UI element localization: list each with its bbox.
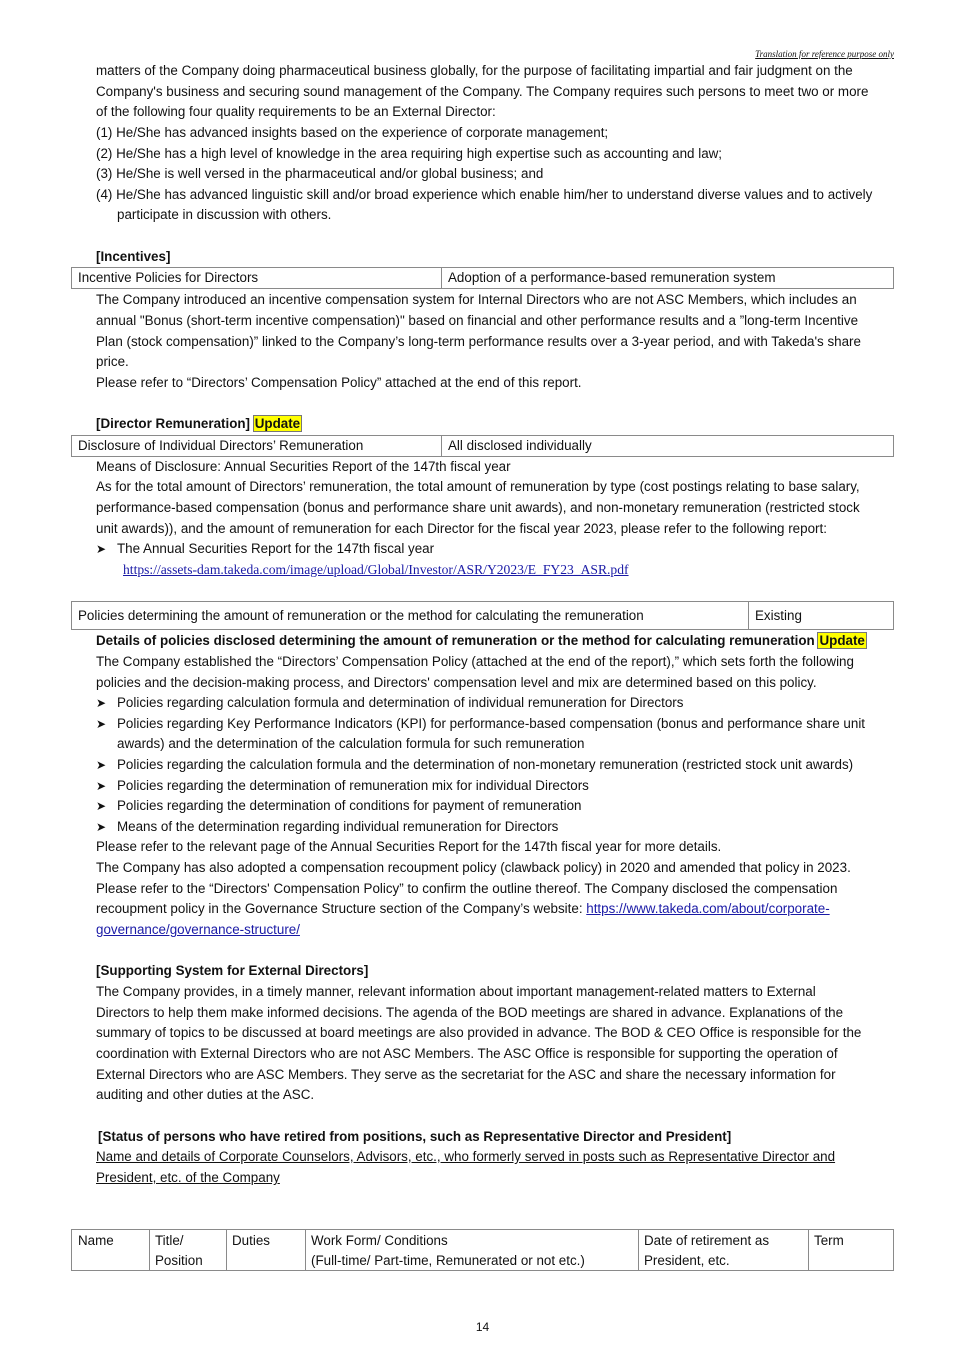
bullet-arrow-icon: ➤: [96, 758, 107, 772]
requirement-item: (2) He/She has a high level of knowledge in the area requiring high expertise such as accounting and law;: [96, 146, 723, 161]
policies-closing: The Company has also adopted a compensation recoupment policy (clawback policy) in 2020 and amended that policy in 2023.: [96, 860, 851, 875]
update-badge: Update: [254, 416, 301, 431]
col-header-retirement-date-line2: President, etc.: [644, 1253, 730, 1268]
policy-bullet: Policies regarding calculation formula and determination of individual remuneration for Directors: [117, 695, 684, 710]
policies-subheading-text: Details of policies disclosed determining the amount of remuneration or the method for calculating remuneration: [96, 633, 815, 648]
policies-text: The Company established the “Directors’ Compensation Policy (attached at the end of the report),” which sets forth the following: [96, 654, 854, 669]
col-header-work-form-line2: (Full-time/ Part-time, Remunerated or not etc.): [311, 1253, 585, 1268]
disclosure-value: All disclosed individually: [448, 438, 592, 453]
incentives-value: Adoption of a performance-based remuneration system: [448, 270, 776, 285]
intro-line: of the following four quality requirements to be an External Director:: [96, 104, 496, 119]
policies-value: Existing: [755, 608, 802, 623]
policies-text: policies and the decision-making process, and Directors' compensation level and mix are determined based on this policy.: [96, 675, 817, 690]
support-text: summary of topics to be discussed at board meetings are also provided in advance. The BOD & CEO Office is responsible for the: [96, 1025, 862, 1040]
support-heading: [Supporting System for External Directors]: [96, 963, 369, 978]
requirement-item: (1) He/She has advanced insights based on the experience of corporate management;: [96, 125, 609, 140]
policy-bullet: Policies regarding Key Performance Indicators (KPI) for performance-based compensation (bonus and performance share unit: [117, 716, 866, 731]
incentives-text: Plan (stock compensation)” linked to the Company’s long-term performance results over a 3-year period, and with Takeda's share: [96, 334, 861, 349]
retired-table: [71, 1229, 894, 1271]
requirement-item: (4) He/She has advanced linguistic skill and/or broad experience which enable him/her to understand diverse values and to actively: [96, 187, 873, 202]
policies-closing: Please refer to the relevant page of the Annual Securities Report for the 147th fiscal year for more details.: [96, 839, 722, 854]
incentives-text: Please refer to “Directors’ Compensation Policy” attached at the end of this report.: [96, 375, 582, 390]
support-text: Directors to help them make informed decisions. The agenda of the BOD meetings are shared in advance. Explanations of the: [96, 1005, 844, 1020]
incentives-table: [71, 267, 894, 289]
col-header-title-line2: Position: [155, 1253, 203, 1268]
incentives-label: Incentive Policies for Directors: [78, 270, 259, 285]
bullet-arrow-icon: ➤: [96, 717, 107, 731]
requirement-item: (3) He/She is well versed in the pharmaceutical and/or global business; and: [96, 166, 544, 181]
policy-bullet: Policies regarding the determination of conditions for payment of remuneration: [117, 798, 582, 813]
page-number: 14: [475, 1320, 490, 1334]
col-header-term: Term: [814, 1233, 844, 1248]
support-text: The Company provides, in a timely manner, relevant information about important management-related matters to External: [96, 984, 816, 999]
intro-line: Company's business and securing sound management of the Company. The Company requires such persons to meet two or more: [96, 84, 869, 99]
policy-bullet-continued: awards) and the determination of the calculation formula for such remuneration: [117, 736, 585, 751]
governance-link-continued[interactable]: governance/governance-structure/: [96, 922, 300, 937]
policies-closing: Please refer to the “Directors' Compensation Policy” to confirm the outline thereof. The Company disclosed the compensation: [96, 881, 838, 896]
bullet-arrow-icon: ➤: [96, 696, 107, 710]
retired-heading: [Status of persons who have retired from positions, such as Representative Director and President]: [98, 1129, 732, 1144]
asr-link[interactable]: https://assets-dam.takeda.com/image/upload/Global/Investor/ASR/Y2023/E_FY23_ASR.pdf: [123, 562, 629, 577]
remuneration-heading: [96, 414, 301, 434]
policies-closing-with-link: [96, 899, 830, 919]
support-text: auditing and other duties at the ASC.: [96, 1087, 315, 1102]
incentives-text: annual "Bonus (short-term incentive compensation)" based on financial and other performance results and a ”long-term Incentive: [96, 313, 859, 328]
col-header-name: Name: [78, 1233, 114, 1248]
retired-subheading: President, etc. of the Company: [96, 1170, 280, 1185]
col-header-title: Title/: [155, 1233, 184, 1248]
policies-closing-text: recoupment policy in the Governance Structure section of the Company’s website:: [96, 901, 587, 916]
governance-link[interactable]: https://www.takeda.com/about/corporate-: [586, 901, 830, 916]
bullet-arrow-icon: ➤: [96, 799, 107, 813]
translation-note: Translation for reference purpose only: [755, 49, 894, 59]
col-header-retirement-date: Date of retirement as: [644, 1233, 770, 1248]
bullet-arrow-icon: ➤: [96, 542, 107, 556]
incentives-text: The Company introduced an incentive compensation system for Internal Directors who are not ASC Members, which includes an: [96, 292, 857, 307]
retired-subheading: Name and details of Corporate Counselors, Advisors, etc., who formerly served in posts such as Representative Director and: [96, 1149, 836, 1164]
incentives-heading: [Incentives]: [96, 249, 171, 264]
bullet-arrow-icon: ➤: [96, 820, 107, 834]
col-header-duties: Duties: [232, 1233, 270, 1248]
policy-bullet: Policies regarding the calculation formula and the determination of non-monetary remuneration (restricted stock unit awards): [117, 757, 854, 772]
disclosure-table: [71, 435, 894, 457]
remuneration-text: Means of Disclosure: Annual Securities Report of the 147th fiscal year: [96, 459, 511, 474]
requirement-item-continued: participate in discussion with others.: [117, 207, 332, 222]
remuneration-text: unit awards)), and the amount of remuneration for each Director for the fiscal year 2023, please refer to the following report:: [96, 521, 827, 536]
remuneration-text: performance-based compensation (bonus and performance share unit awards), and non-monetary remuneration (restricted stock: [96, 500, 860, 515]
intro-line: matters of the Company doing pharmaceutical business globally, for the purpose of facilitating impartial and fair judgment on the: [96, 63, 853, 78]
update-badge: Update: [819, 633, 865, 648]
col-header-work-form: Work Form/ Conditions: [311, 1233, 448, 1248]
support-text: External Directors who are ASC Members. They serve as the secretariat for the ASC and share the necessary information for: [96, 1067, 836, 1082]
asr-bullet: The Annual Securities Report for the 147th fiscal year: [117, 541, 435, 556]
policy-bullet: Policies regarding the determination of remuneration mix for individual Directors: [117, 778, 589, 793]
policies-table: [71, 601, 894, 630]
policy-bullet: Means of the determination regarding individual remuneration for Directors: [117, 819, 559, 834]
incentives-text: price.: [96, 354, 129, 369]
disclosure-label: Disclosure of Individual Directors’ Remuneration: [78, 438, 364, 453]
remuneration-text: As for the total amount of Directors’ remuneration, the total amount of remuneration by type (cost postings relating to base salary,: [96, 479, 860, 494]
support-text: coordination with External Directors who are not ASC Members. The ASC Office is responsible for supporting the operation of: [96, 1046, 838, 1061]
policies-subheading: [96, 631, 866, 651]
remuneration-heading-text: [Director Remuneration]: [96, 416, 251, 431]
bullet-arrow-icon: ➤: [96, 779, 107, 793]
policies-label: Policies determining the amount of remuneration or the method for calculating the remuneration: [78, 608, 644, 623]
